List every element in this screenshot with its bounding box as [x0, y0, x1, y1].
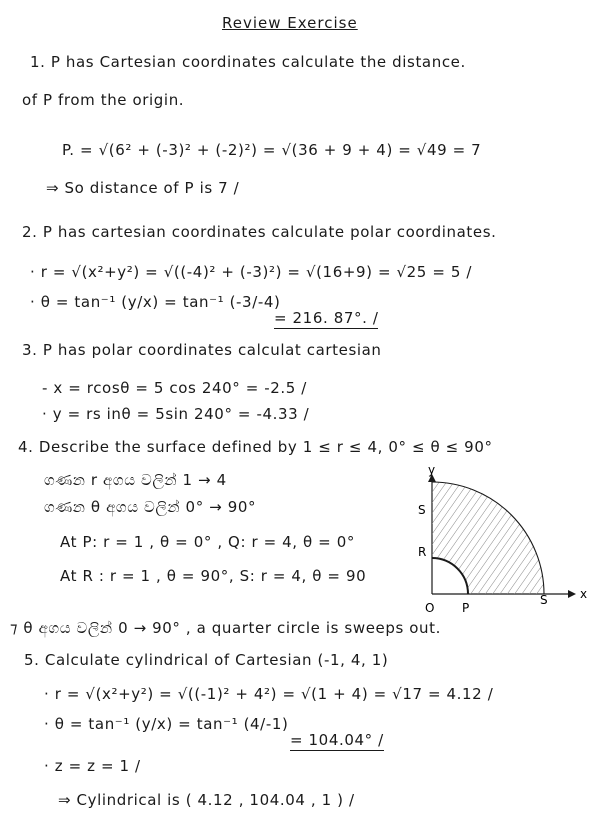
- q1-statement: 1. P has Cartesian coordinates calculate the distance.: [30, 53, 466, 71]
- q5-theta-answer: = 104.04° /: [290, 731, 384, 749]
- q4-points-rs: At R : r = 1 , θ = 90°, S: r = 4, θ = 90: [60, 567, 367, 585]
- q4-conclusion: ⁊ θ අගය වලින් 0 → 90° , a quarter circle is sweeps out.: [10, 619, 441, 637]
- q3-statement: 3. P has polar coordinates calculat cartesian: [22, 341, 382, 359]
- q5-statement: 5. Calculate cylindrical of Cartesian (-1, 4, 1): [24, 651, 389, 669]
- q2-theta-working: · θ = tan⁻¹ (y/x) = tan⁻¹ (-3/-4): [30, 293, 281, 311]
- point-r-label: R: [418, 545, 427, 559]
- q1-statement-cont: of P from the origin.: [22, 91, 185, 109]
- q5-r-working: · r = √(x²+y²) = √((-1)² + 4²) = √(1 + 4) = √17 = 4.12 /: [44, 685, 494, 703]
- q3-y-working: · y = rs inθ = 5sin 240° = -4.33 /: [42, 405, 310, 423]
- q4-points-pq: At P: r = 1 , θ = 0° , Q: r = 4, θ = 0°: [60, 533, 355, 551]
- origin-label: O: [425, 601, 435, 615]
- q5-z-working: · z = z = 1 /: [44, 757, 141, 775]
- q5-final-answer: ⇒ Cylindrical is ( 4.12 , 104.04 , 1 ) /: [58, 791, 355, 809]
- q2-theta-answer: = 216. 87°. /: [274, 309, 379, 327]
- x-axis-arrow-icon: [568, 590, 576, 598]
- q1-working: P. = √(6² + (-3)² + (-2)²) = √(36 + 9 + 4) = √49 = 7: [62, 141, 482, 159]
- q5-theta-working: · θ = tan⁻¹ (y/x) = tan⁻¹ (4/-1): [44, 715, 289, 733]
- q1-answer: ⇒ So distance of P is 7 /: [46, 179, 240, 197]
- q4-note-theta: ගණන θ අගය වලින් 0° → 90°: [44, 498, 257, 516]
- q4-note-r: ගණන r අගය වලින් 1 → 4: [44, 471, 227, 489]
- shaded-region: [432, 482, 544, 594]
- q2-r-working: · r = √(x²+y²) = √((-4)² + (-3)²) = √(16+9) = √25 = 5 /: [30, 263, 473, 281]
- q3-x-working: - x = rcosθ = 5 cos 240° = -2.5 /: [42, 379, 307, 397]
- point-q-label: S: [540, 593, 548, 607]
- point-s-label: S: [418, 503, 426, 517]
- page-title: Review Exercise: [222, 14, 358, 32]
- point-p-label: P: [462, 601, 470, 615]
- y-axis-label: y: [428, 463, 436, 477]
- x-axis-label: x: [580, 587, 588, 601]
- q4-statement: 4. Describe the surface defined by 1 ≤ r ≤ 4, 0° ≤ θ ≤ 90°: [18, 438, 493, 456]
- q2-statement: 2. P has cartesian coordinates calculate polar coordinates.: [22, 223, 497, 241]
